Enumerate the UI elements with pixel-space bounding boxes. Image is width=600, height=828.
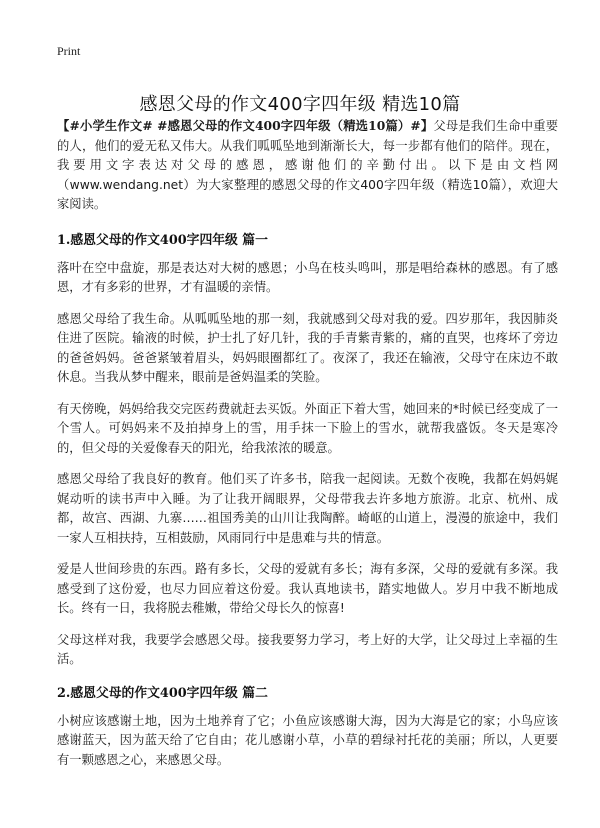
paragraph: 有天傍晚，妈妈给我交完医药费就赶去买饭。外面正下着大雪，她回来的*时候已经变成了一个雪人。可妈妈来不及拍掉身上的雪，用手抹一下脸上的雪水，就帮我盛饭。冬天是寒冷的，但父母的关爱像春天的阳光，给我浓浓的暖意。 [57, 401, 558, 455]
section-1 [57, 229, 558, 670]
section-2 [57, 682, 558, 771]
paragraph: 落叶在空中盘旋，那是表达对大树的感恩；小鸟在枝头鸣叫，那是唱给森林的感恩。有了感恩，才有多彩的世界，才有温暖的亲情。 [57, 260, 558, 294]
document-title: 感恩父母的作文400字四年级 精选10篇 [139, 94, 461, 116]
document-body [57, 116, 558, 782]
paragraph: 感恩父母给了我良好的教育。他们买了许多书，陪我一起阅读。无数个夜晚，我都在妈妈娓娓动听的读书声中入睡。为了让我开阔眼界，父母带我去许多地方旅游。北京、杭州、成都，故宫、西湖、九寨……祖国秀美的山川让我陶醉。崎岖的山道上，漫漫的旅途中，我们一家人互相扶持，互相鼓励，风雨同行中是患难与共的情意。 [57, 472, 558, 545]
intro-highlight: 【#小学生作文# #感恩父母的作文400字四年级（精选10篇）#】 [57, 118, 434, 133]
paragraph: 爱是人世间珍贵的东西。路有多长，父母的爱就有多长；海有多深，父母的爱就有多深。我感受到了这份爱，也尽力回应着这份爱。我认真地读书，踏实地做人。岁月中我不断地成长。终有一日，我将脱去稚嫩，带给父母长久的惊喜! [57, 562, 558, 615]
paragraph: 感恩父母给了我生命。从呱呱坠地的那一刻，我就感到父母对我的爱。四岁那年，我因肺炎住进了医院。输液的时候，护士扎了好几针，我的手青紫青紫的，痛的直哭，也疼坏了旁边的爸爸妈妈。爸爸紧皱着眉头，妈妈眼圈都红了。夜深了，我还在输液，父母守在床边不敢休息。当我从梦中醒来，眼前是爸妈温柔的笑脸。 [57, 311, 558, 384]
intro-text: 父母是我们生命中重要的人，他们的爱无私又伟大。从我们呱呱坠地到渐渐长大，每一步都有他们的陪伴。现在，我要用文字表达对父母的感恩，感谢他们的辛勤付出。以下是由文档网（www.wendang.net）为大家整理的感恩父母的作文400字四年级（精选10篇），欢迎大家阅读。 [57, 119, 558, 211]
print-label: Print [57, 44, 81, 58]
section-heading: 1.感恩父母的作文400字四年级 篇一 [57, 232, 268, 248]
paragraph: 小树应该感谢土地，因为土地养育了它；小鱼应该感谢大海，因为大海是它的家；小鸟应该感谢蓝天，因为蓝天给了它自由；花儿感谢小草，小草的碧绿衬托花的美丽；所以，人更要有一颗感恩之心，来感恩父母。 [57, 713, 558, 767]
paragraph: 父母这样对我，我要学会感恩父母。接我要努力学习，考上好的大学，让父母过上幸福的生活。 [57, 632, 558, 666]
section-heading: 2.感恩父母的作文400字四年级 篇二 [57, 685, 268, 701]
intro-paragraph [57, 116, 558, 215]
